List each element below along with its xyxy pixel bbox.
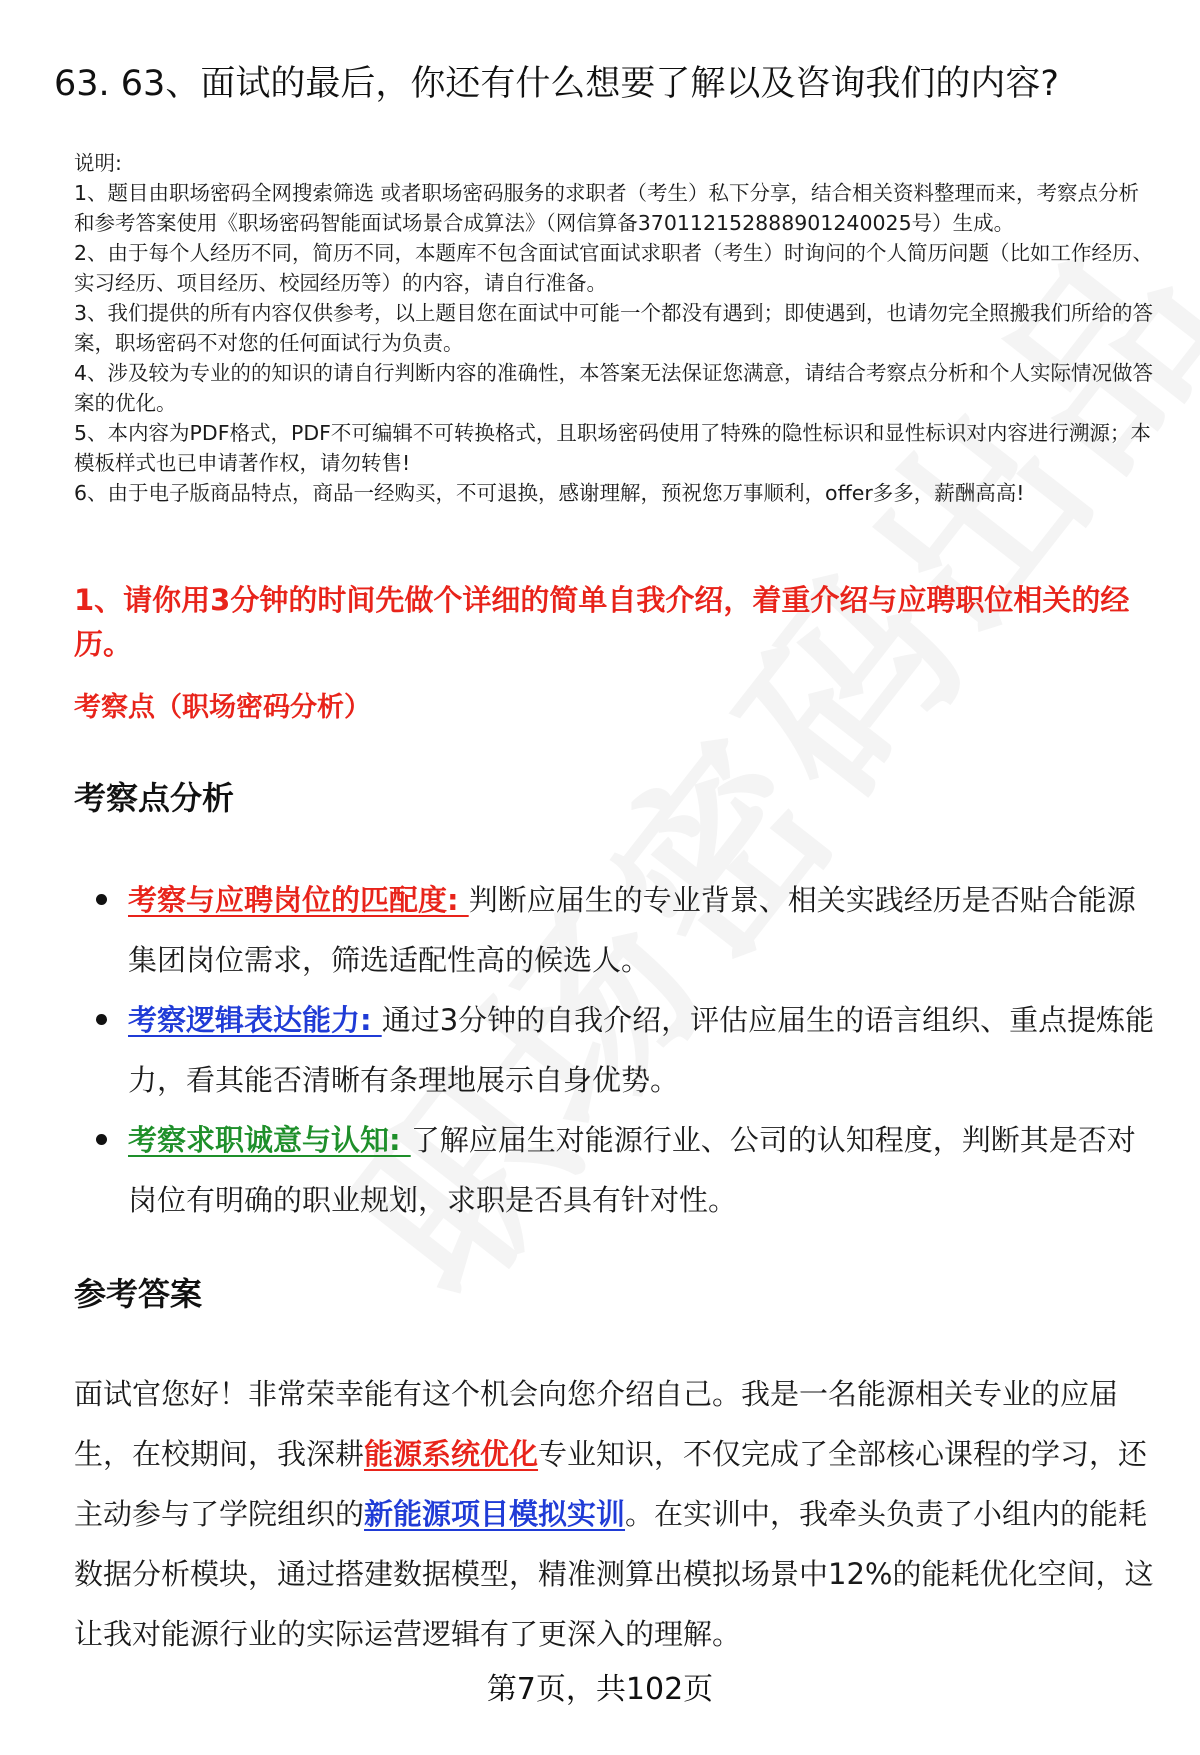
analysis-text: 了解应届生对能源行业、公司的认知程度，判断其是否对岗位有明确的职业规划，求职是否具有针对性。: [128, 1123, 1136, 1217]
answer-heading: 参考答案: [74, 1275, 203, 1313]
assessment-label: 考察点（职场密码分析）: [74, 692, 371, 723]
page-title: 63. 63、面试的最后，你还有什么想要了解以及咨询我们的内容?: [54, 64, 1059, 104]
answer-highlight: 新能源项目模拟实训: [364, 1497, 626, 1531]
analysis-text: 通过3分钟的自我介绍，评估应届生的语言组织、重点提炼能力，看其能否清晰有条理地展示自身优势。: [128, 1003, 1155, 1097]
notes-block: [74, 148, 1154, 508]
note-item: 3、我们提供的所有内容仅供参考，以上题目您在面试中可能一个都没有遇到；即使遇到，也请勿完全照搬我们所给的答案，职场密码不对您的任何面试行为负责。: [74, 301, 1154, 355]
analysis-item: [96, 990, 1156, 1110]
question-title: 1、请你用3分钟的时间先做个详细的简单自我介绍，着重介绍与应聘职位相关的经历。: [74, 583, 1130, 661]
analysis-keyword: 考察求职诚意与认知:: [128, 1123, 411, 1157]
note-item: 5、本内容为PDF格式，PDF不可编辑不可转换格式，且职场密码使用了特殊的隐性标识和显性标识对内容进行溯源；本模板样式也已申请著作权，请勿转售!: [74, 421, 1151, 475]
page-number: 第7页，共102页: [486, 1672, 714, 1707]
answer-highlight: 能源系统优化: [364, 1437, 539, 1471]
analysis-list: [96, 870, 1156, 1230]
answer-text: 。在实训中，我牵头负责了小组内的能耗数据分析模块，通过搭建数据模型，精准测算出模拟场景中12%的能耗优化空间，这让我对能源行业的实际运营逻辑有了更深入的理解。: [74, 1497, 1154, 1651]
note-item: 6、由于电子版商品特点，商品一经购买，不可退换，感谢理解，预祝您万事顺利，offer多多，薪酬高高!: [74, 481, 1025, 505]
bullet-icon: [96, 1134, 107, 1145]
analysis-item: [96, 1110, 1156, 1230]
analysis-text: 判断应届生的专业背景、相关实践经历是否贴合能源集团岗位需求，筛选适配性高的候选人。: [128, 883, 1136, 977]
analysis-item: [96, 870, 1156, 990]
note-item: 1、题目由职场密码全网搜索筛选 或者职场密码服务的求职者（考生）私下分享，结合相关资料整理而来，考察点分析和参考答案使用《职场密码智能面试场景合成算法》（网信算备370112152888901240025号）生成。: [74, 181, 1140, 235]
bullet-icon: [96, 1014, 107, 1025]
bullet-icon: [96, 894, 107, 905]
answer-text: 面试官您好！非常荣幸能有这个机会向您介绍自己。我是一名能源相关专业的应届生，在校期间，我深耕: [74, 1377, 1119, 1471]
notes-heading: 说明:: [74, 151, 122, 175]
analysis-heading: 考察点分析: [74, 779, 235, 817]
analysis-keyword: 考察逻辑表达能力:: [128, 1003, 382, 1037]
analysis-keyword: 考察与应聘岗位的匹配度:: [128, 883, 469, 917]
answer-paragraph: [74, 1364, 1154, 1664]
note-item: 2、由于每个人经历不同，简历不同，本题库不包含面试官面试求职者（考生）时询问的个人简历问题（比如工作经历、实习经历、项目经历、校园经历等）的内容，请自行准备。: [74, 241, 1154, 295]
answer-text: 专业知识，不仅完成了全部核心课程的学习，还主动参与了学院组织的: [74, 1437, 1148, 1531]
note-item: 4、涉及较为专业的的知识的请自行判断内容的准确性，本答案无法保证您满意，请结合考察点分析和个人实际情况做答案的优化。: [74, 361, 1154, 415]
